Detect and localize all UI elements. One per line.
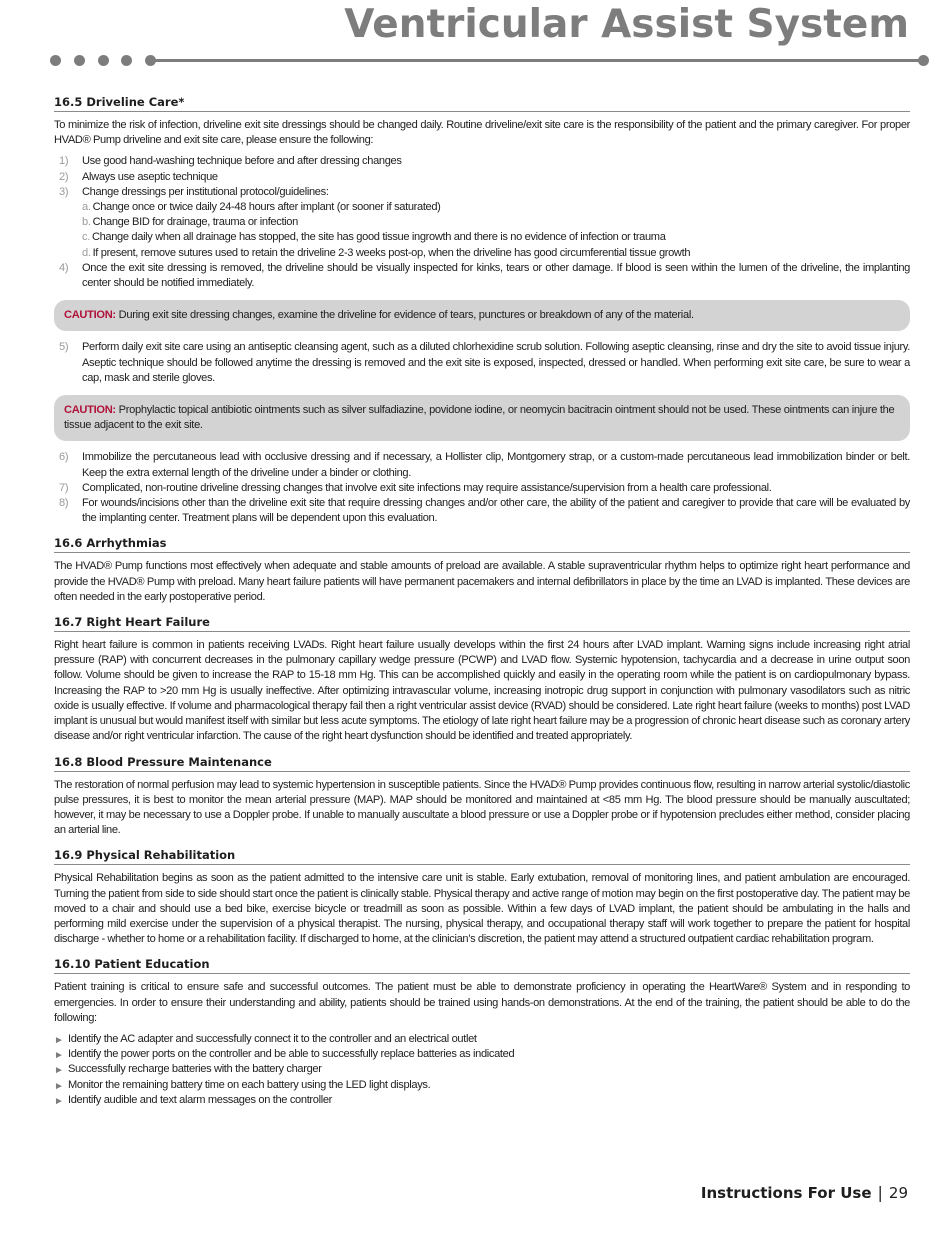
bullet-icon: ► — [54, 1065, 64, 1077]
paragraph: The restoration of normal perfusion may lead to systemic hypertension in susceptible patients. Since the HVAD® Pump provides continuous flow, resulting in narrow arterial systolic/diastolic pulse pressures, it is best to monitor the mean arterial pressure (MAP). MAP should be monitored and maintained at <85 mm Hg. The blood pressure should be manually auscultated; however, it may be necessary to use a Doppler probe. If unable to manually auscultate a blood pressure or use a Doppler probe or if hypotension precludes either method, consider placing an arterial line. — [54, 778, 910, 837]
paragraph: Right heart failure is common in patients receiving LVADs. Right heart failure usually develops within the first 24 hours after LVAD implant. Warning signs include increasing right atrial pressure (RAP) with concurrent decreases in the pulmonary capillary wedge pressure (PCWP) and LVAD flow. Systemic hypotension, tachycardia and a decrease in urine output soon follow. Volume should be given to increase the RAP to 15-18 mm Hg. This can be accomplished quickly and easily in the operating room while the patient is on cardiopulmonary bypass. Increasing the RAP to >20 mm Hg is usually ineffective. After optimizing intravascular volume, increasing inotropic drug support in conjunction with pulmonary vasodilators such as nitric oxide is usually effective. If volume and pharmacological therapy fail then a right ventricular assist device (RVAD) should be considered. Late right heart failure (weeks to months) post LVAD implant is unusual but would manifest itself with similar but less acute symptoms. The etiology of late right heart failure may be a progression of chronic heart disease such as coronary artery disease and/or right ventricular infarction. The cause of the right heart dysfunction should be identified and treated appropriately. — [54, 639, 910, 743]
bullet-text: Identify audible and text alarm messages on the controller — [68, 1093, 332, 1106]
footer-label: Instructions For Use — [700, 1184, 872, 1202]
caution-box — [54, 395, 910, 441]
bullet-list — [54, 1032, 910, 1108]
header-dot — [918, 55, 929, 66]
header-dot — [98, 55, 109, 66]
caution-label: CAUTION: — [64, 404, 116, 417]
header-dot — [74, 55, 85, 66]
list-item — [54, 450, 910, 480]
list-item — [54, 185, 910, 261]
sub-list-text: Change BID for drainage, trauma or infection — [92, 216, 298, 229]
list-text: Once the exit site dressing is removed, the driveline should be visually inspected for kinks, tears or other damage. If blood is seen within the lumen of the driveline, the implanting center should be notified immediately. — [82, 261, 910, 290]
paragraph: To minimize the risk of infection, driveline exit site dressings should be changed daily. Routine driveline/exit site care is the responsibility of the patient and the primary caregiver. For proper HVAD® Pump driveline and exit site care, please ensure the following: — [54, 119, 910, 147]
numbered-list — [54, 340, 910, 386]
section-heading: 16.7 Right Heart Failure — [54, 615, 910, 632]
bullet-item — [54, 1047, 910, 1062]
section-heading: 16.6 Arrhythmias — [54, 536, 910, 553]
paragraph: Patient training is critical to ensure safe and successful outcomes. The patient must be able to demonstrate proficiency in operating the HeartWare® System and in responding to emergencies. In order to ensure their understanding and ability, patients should be trained using hands-on demonstrations. At the end of the training, the patient should be able to do the following: — [54, 981, 910, 1024]
list-text: Complicated, non-routine driveline dressing changes that involve exit site infections may require assistance/supervision from a health care professional. — [82, 481, 772, 494]
caution-text: During exit site dressing changes, examine the driveline for evidence of tears, punctures or breakdown of any of the material. — [115, 309, 694, 322]
section-heading: 16.10 Patient Education — [54, 957, 910, 974]
section-heading: 16.8 Blood Pressure Maintenance — [54, 755, 910, 772]
bullet-icon: ► — [54, 1034, 64, 1046]
list-item — [54, 261, 910, 291]
header-rule — [146, 59, 923, 62]
footer-separator: | — [877, 1183, 883, 1202]
sub-list-letter: c. — [82, 231, 90, 244]
list-number: 3) — [59, 185, 69, 198]
header-dot — [50, 55, 61, 66]
sub-list-item — [82, 215, 910, 230]
paragraph: The HVAD® Pump functions most effectively when adequate and stable amounts of preload are available. A stable supraventricular rhythm helps to optimize right heart performance and provide the HVAD® Pump with preload. Many heart failure patients will have permanent pacemakers and internal defibrillators in place by the time an LVAD is implanted. These devices are often needed in the early postoperative period. — [54, 560, 910, 603]
sub-list-item — [82, 200, 910, 215]
list-item — [54, 340, 910, 386]
bullet-item — [54, 1078, 910, 1093]
list-text: Perform daily exit site care using an antiseptic cleansing agent, such as a diluted chlorhexidine scrub solution. Following aseptic cleansing, rinse and dry the site to avoid tissue injury. Aseptic technique should be followed anytime the dressing is removed and the exit site is exposed, inspected, dressed or handled. When performing exit site care, be sure to wear a cap, mask and sterile gloves. — [82, 341, 910, 384]
main-content — [54, 95, 910, 1108]
caution-box — [54, 300, 910, 331]
list-number: 4) — [59, 261, 69, 274]
bullet-item — [54, 1093, 910, 1108]
bullet-icon: ► — [54, 1050, 64, 1062]
list-number: 5) — [59, 341, 69, 354]
bullet-icon: ► — [54, 1080, 64, 1092]
sub-list-text: If present, remove sutures used to retain the driveline 2-3 weeks post-op, when the driveline has good circumferential tissue growth — [92, 246, 691, 259]
caution-text: Prophylactic topical antibiotic ointments such as silver sulfadiazine, povidone iodine, or neomycin bacitracin ointment should not be used. These ointments can injure the tissue adjacent to the exit site. — [64, 404, 895, 432]
sub-list-item — [82, 230, 910, 245]
list-text: For wounds/incisions other than the driveline exit site that require dressing changes and/or other care, the ability of the patient and caregiver to provide that care will be evaluated by the implanting center. Treatment plans will be dependent upon this evaluation. — [82, 497, 910, 525]
list-item — [54, 154, 910, 169]
sub-list-letter: b. — [82, 216, 91, 229]
list-number: 7) — [59, 481, 69, 494]
bullet-item — [54, 1032, 910, 1047]
list-number: 6) — [59, 451, 69, 464]
paragraph: Physical Rehabilitation begins as soon as the patient admitted to the intensive care unit is stable. Early extubation, removal of monitoring lines, and patient ambulation are encouraged. Turning the patient from side to side should start once the patient is clinically stable. Physical therapy and active range of motion may begin on the first postoperative day. The patient may be moved to a chair and should use a bed bike, exercise bicycle or treadmill as soon as possible. Within a few days of LVAD implant, the patient should be ambulating in the halls and performing mild exercise under the supervision of a physical therapist. The nursing, physical therapy, and occupational therapy staff will work together to prepare the patient for hospital discharge - whether to home or a rehabilitation facility. If discharged to home, at the clinician’s discretion, the patient may attend a structured outpatient cardiac rehabilitation program. — [54, 872, 910, 946]
section-heading: 16.5 Driveline Care* — [54, 95, 910, 112]
list-item — [54, 170, 910, 185]
sub-list-text: Change once or twice daily 24-48 hours after implant (or sooner if saturated) — [92, 201, 441, 214]
numbered-list — [54, 154, 910, 291]
sub-list-item — [82, 246, 910, 261]
page-title: Ventricular Assist System — [344, 2, 909, 47]
sub-list-letter: d. — [82, 246, 91, 259]
bullet-text: Identify the AC adapter and successfully connect it to the controller and an electrical outlet — [68, 1032, 477, 1045]
bullet-text: Identify the power ports on the controller and be able to successfully replace batteries as indicated — [68, 1048, 515, 1061]
page-number: 29 — [888, 1184, 908, 1202]
bullet-text: Monitor the remaining battery time on each battery using the LED light displays. — [68, 1078, 431, 1091]
list-text: Always use aseptic technique — [82, 170, 218, 183]
list-number: 2) — [59, 170, 69, 183]
sub-list — [82, 200, 910, 261]
list-number: 8) — [59, 497, 69, 510]
sub-list-text: Change daily when all drainage has stopped, the site has good tissue ingrowth and there is no evidence of infection or trauma — [91, 231, 666, 244]
caution-label: CAUTION: — [64, 309, 116, 322]
list-text: Change dressings per institutional protocol/guidelines: — [82, 185, 329, 198]
header-dot — [121, 55, 132, 66]
list-text: Use good hand-washing technique before and after dressing changes — [82, 155, 402, 168]
numbered-list — [54, 450, 910, 526]
sub-list-letter: a. — [82, 201, 91, 214]
list-number: 1) — [59, 155, 69, 168]
section-heading: 16.9 Physical Rehabilitation — [54, 848, 910, 865]
bullet-item — [54, 1062, 910, 1077]
bullet-icon: ► — [54, 1095, 64, 1107]
page-footer — [701, 1183, 908, 1202]
list-item — [54, 481, 910, 496]
bullet-text: Successfully recharge batteries with the battery charger — [68, 1063, 322, 1076]
list-text: Immobilize the percutaneous lead with occlusive dressing and if necessary, a Hollister clip, Montgomery strap, or a custom-made percutaneous lead immobilization binder or belt. Keep the extra external length of the driveline under a binder or clothing. — [82, 451, 910, 479]
list-item — [54, 496, 910, 526]
